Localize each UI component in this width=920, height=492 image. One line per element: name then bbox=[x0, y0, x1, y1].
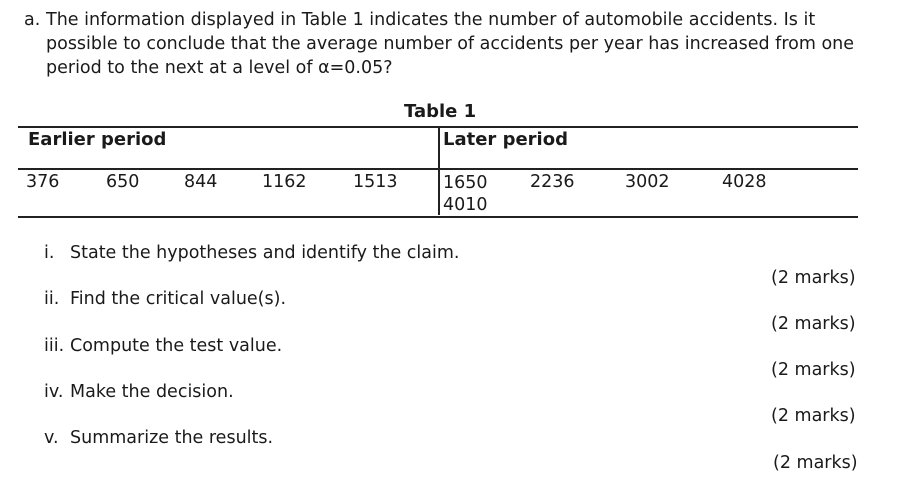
part-text: Summarize the results. bbox=[70, 428, 274, 448]
table-caption: Table 1 bbox=[404, 101, 477, 122]
question-block bbox=[24, 8, 864, 80]
part-text: Find the critical value(s). bbox=[70, 289, 287, 309]
marks-label: (2 marks) bbox=[771, 406, 856, 426]
part-label: iv. bbox=[44, 382, 64, 402]
table-cell: 1650 bbox=[443, 173, 488, 193]
table-cell: 1162 bbox=[262, 172, 307, 192]
table-bottom-rule bbox=[18, 216, 858, 218]
table-cell: 3002 bbox=[625, 172, 670, 192]
part-label: v. bbox=[44, 428, 59, 448]
table-cell: 2236 bbox=[530, 172, 575, 192]
part-text: Compute the test value. bbox=[70, 336, 283, 356]
table-cell: 4028 bbox=[722, 172, 767, 192]
part-label: iii. bbox=[44, 336, 65, 356]
part-text: Make the decision. bbox=[70, 382, 234, 402]
later-first-cell bbox=[443, 172, 488, 216]
header-earlier-period: Earlier period bbox=[28, 129, 167, 150]
marks-label: (2 marks) bbox=[771, 314, 856, 334]
table-cell: 376 bbox=[26, 172, 60, 192]
question-text: The information displayed in Table 1 indicates the number of automobile accidents. Is it possible to conclude that the average number of accidents per year has increased from one period to the next at a level of α=0.05? bbox=[46, 10, 855, 78]
part-label: ii. bbox=[44, 289, 60, 309]
marks-label: (2 marks) bbox=[771, 268, 856, 288]
table-cell: 1513 bbox=[353, 172, 398, 192]
marks-label: (2 marks) bbox=[771, 360, 856, 380]
table-cell: 4010 bbox=[443, 195, 488, 215]
table-divider-header bbox=[438, 127, 440, 168]
marks-label: (2 marks) bbox=[773, 453, 858, 473]
part-text: State the hypotheses and identify the claim. bbox=[70, 243, 460, 263]
table-divider-body bbox=[438, 170, 440, 215]
table-cell: 844 bbox=[184, 172, 218, 192]
table-cell: 650 bbox=[106, 172, 140, 192]
header-later-period: Later period bbox=[443, 129, 568, 150]
part-label: i. bbox=[44, 243, 55, 263]
question-label: a. bbox=[24, 10, 41, 30]
